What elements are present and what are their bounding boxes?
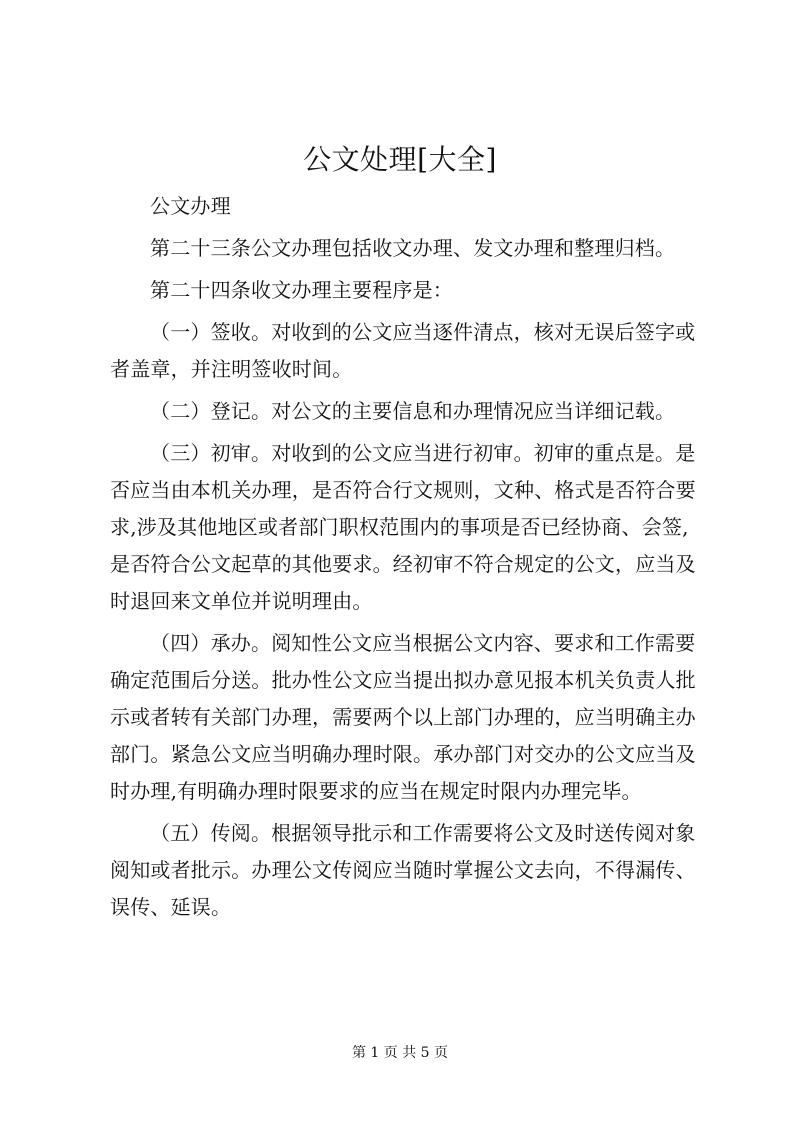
paragraph-item-5: （五）传阅。根据领导批示和工作需要将公文及时送传阅对象阅知或者批示。办理公文传阅应当随时掌握公文去向，不得漏传、误传、延误。 xyxy=(110,821,696,919)
page-footer: 第 1 页 共 5 页 xyxy=(351,1045,449,1061)
paragraph-item-4: （四）承办。阅知性公文应当根据公文内容、要求和工作需要确定范围后分送。批办性公文应当提出拟办意见报本机关负责人批示或者转有关部门办理，需要两个以上部门办理的，应当明确主办部门。紧急公文应当明确办理时限。承办部门对交办的公文应当及时办理,有明确办理时限要求的应当在规定时限内办理完毕。 xyxy=(110,631,696,803)
paragraph-article-23: 第二十三条公文办理包括收文办理、发文办理和整理归档。 xyxy=(150,236,676,260)
paragraph-item-2: （二）登记。对公文的主要信息和办理情况应当详细记载。 xyxy=(150,399,676,423)
paragraph-heading: 公文办理 xyxy=(150,194,231,218)
paragraph-item-1: （一）签收。对收到的公文应当逐件清点，核对无误后签字或者盖章，并注明签收时间。 xyxy=(110,320,696,381)
paragraph-item-3: （三）初审。对收到的公文应当进行初审。初审的重点是。是否应当由本机关办理，是否符合行文规则，文种、格式是否符合要求,涉及其他地区或者部门职权范围内的事项是否已经协商、会签,是否符合公文起草的其他要求。经初审不符合规定的公文，应当及时退回来文单位并说明理由。 xyxy=(110,441,696,613)
paragraph-article-24: 第二十四条收文办理主要程序是： xyxy=(150,278,453,302)
document-body xyxy=(110,188,700,926)
document-title: 公文处理[大全] xyxy=(303,143,497,176)
